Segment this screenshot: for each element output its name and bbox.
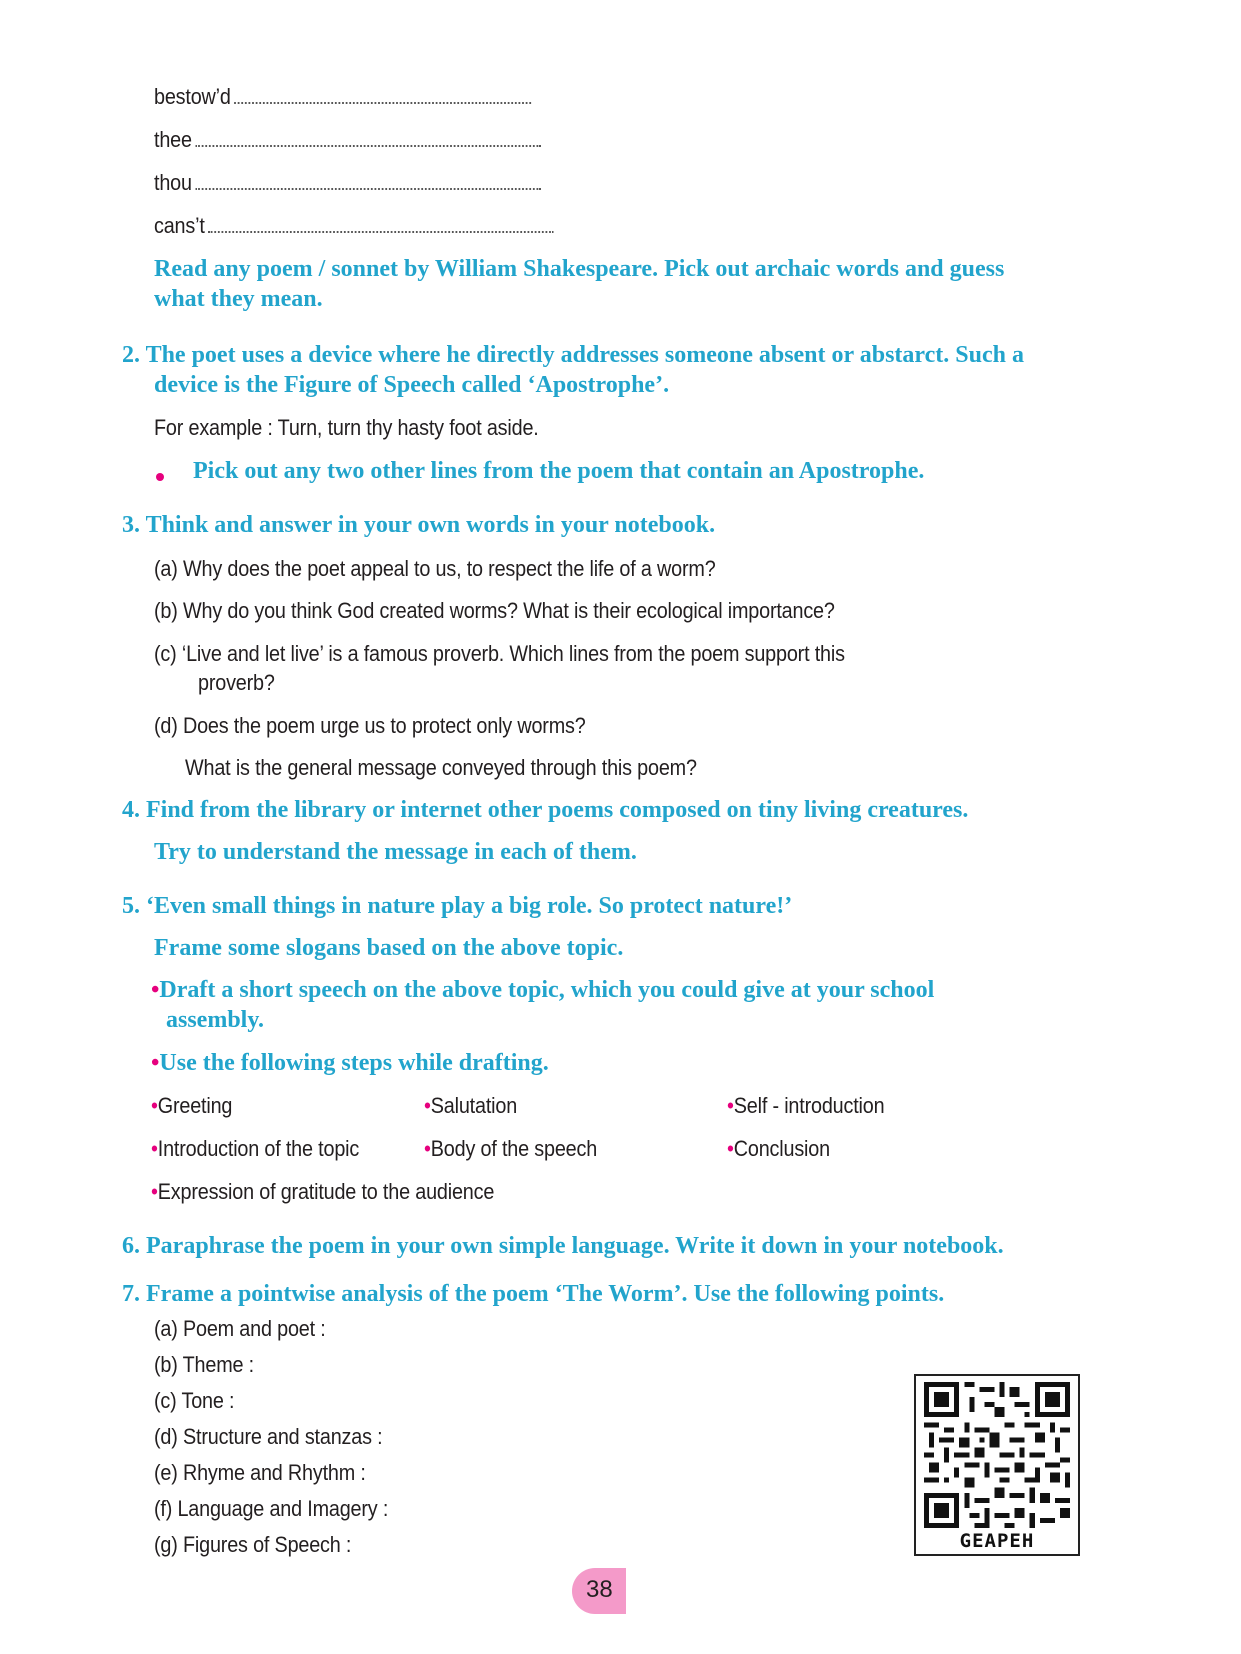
question-2-line: 2. The poet uses a device where he directly addresses someone absent or abstarct. Such a [122,342,1024,368]
qr-code-box[interactable] [914,1374,1080,1556]
q2-bullet-task: Pick out any two other lines from the poem that contain an Apostrophe. [193,458,925,484]
vocab-row [154,170,541,196]
vocab-word: thou [154,170,192,195]
q3-item: (a) Why does the poet appeal to us, to respect the life of a worm? [154,556,716,581]
q3-item: (c) ‘Live and let live’ is a famous proverb. Which lines from the poem support this [154,641,845,666]
bullet-icon: • [151,1136,158,1161]
bullet-icon: • [424,1093,431,1118]
analysis-point: (f) Language and Imagery : [154,1496,389,1521]
speech-step: •Expression of gratitude to the audience [151,1179,495,1204]
speech-step: •Conclusion [727,1136,830,1161]
bullet-icon [156,468,164,486]
vocab-word: cans’t [154,213,205,238]
vocab-row [154,84,531,110]
read-task-line: what they mean. [154,286,323,312]
question-5-line: 5. ‘Even small things in nature play a big role. So protect nature!’ [122,893,793,919]
q5-draft-task: assembly. [166,1007,265,1033]
speech-step: •Introduction of the topic [151,1136,360,1161]
read-task-line: Read any poem / sonnet by William Shakespeare. Pick out archaic words and guess [154,256,1005,282]
analysis-point: (c) Tone : [154,1388,235,1413]
question-6: 6. Paraphrase the poem in your own simple language. Write it down in your notebook. [122,1233,1004,1259]
vocab-word: bestow’d [154,84,231,109]
q5-steps-heading: •Use the following steps while drafting. [151,1050,549,1076]
page-number-tab [572,1568,626,1614]
bullet-icon: • [727,1093,734,1118]
answer-blank[interactable] [195,170,541,190]
analysis-point: (d) Structure and stanzas : [154,1424,383,1449]
answer-blank[interactable] [195,127,541,147]
vocab-row [154,213,554,239]
q3-item: proverb? [198,670,275,695]
speech-step: •Salutation [424,1093,518,1118]
analysis-point: (a) Poem and poet : [154,1316,326,1341]
qr-code-icon[interactable] [924,1382,1070,1528]
bullet-icon: • [151,1050,160,1076]
speech-step: •Self - introduction [727,1093,885,1118]
page-number: 38 [586,1576,613,1603]
analysis-point: (g) Figures of Speech : [154,1532,352,1557]
answer-blank[interactable] [208,213,554,233]
analysis-point: (e) Rhyme and Rhythm : [154,1460,366,1485]
bullet-icon: • [727,1136,734,1161]
answer-blank[interactable] [234,84,531,104]
question-3-heading: 3. Think and answer in your own words in your notebook. [122,512,716,538]
bullet-icon: • [151,1093,158,1118]
question-7-heading: 7. Frame a pointwise analysis of the poem ‘The Worm’. Use the following points. [122,1281,945,1307]
vocab-word: thee [154,127,192,152]
q3-item: What is the general message conveyed through this poem? [185,755,697,780]
speech-step: •Body of the speech [424,1136,598,1161]
q2-example: For example : Turn, turn thy hasty foot aside. [154,415,539,440]
bullet-icon: • [424,1136,431,1161]
bullet-icon: • [151,977,160,1003]
question-5-line: Frame some slogans based on the above topic. [154,935,624,961]
q3-item: (d) Does the poem urge us to protect only worms? [154,713,586,738]
vocab-row [154,127,541,153]
bullet-icon: • [151,1179,158,1204]
question-4-line: 4. Find from the library or internet other poems composed on tiny living creatures. [122,797,969,823]
question-4-line: Try to understand the message in each of them. [154,839,637,865]
speech-step: •Greeting [151,1093,233,1118]
question-2-line: device is the Figure of Speech called ‘Apostrophe’. [154,372,670,398]
q5-draft-task: •Draft a short speech on the above topic, which you could give at your school [151,977,935,1003]
q3-item: (b) Why do you think God created worms? What is their ecological importance? [154,598,835,623]
qr-code-label: GEAPEH [959,1530,1035,1552]
analysis-point: (b) Theme : [154,1352,254,1377]
